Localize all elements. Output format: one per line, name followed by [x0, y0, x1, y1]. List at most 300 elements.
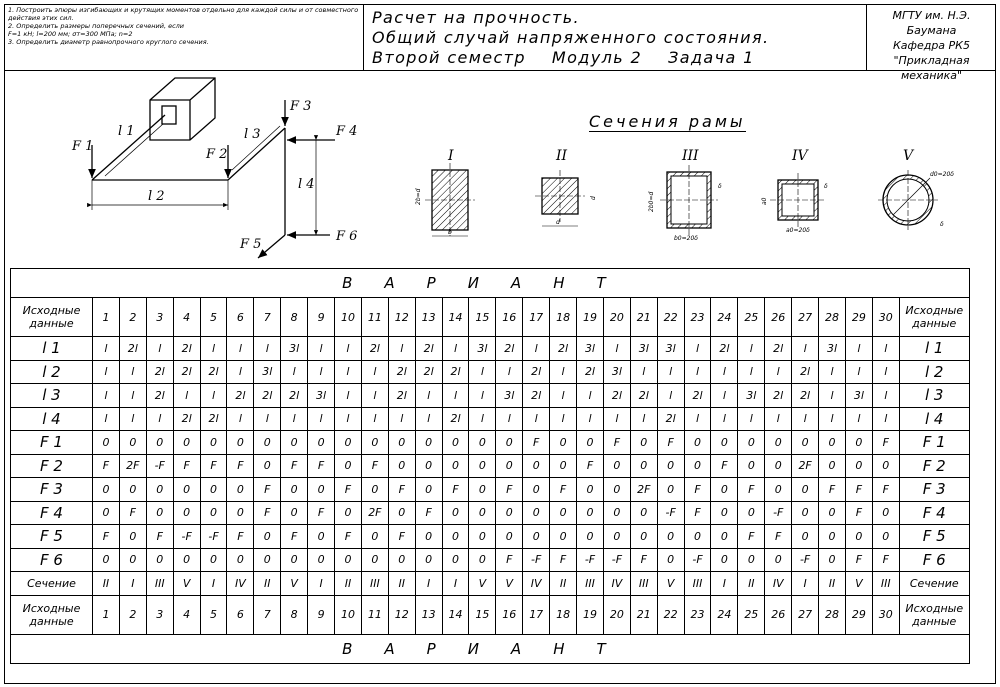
table-cell: 0 [281, 431, 308, 455]
variant-number: 19 [577, 595, 604, 634]
table-cell: 0 [200, 548, 227, 572]
table-cell: l [738, 407, 765, 431]
table-cell: F [361, 454, 388, 478]
table-row [11, 360, 970, 384]
table-cell: 0 [415, 525, 442, 549]
table-cell: 0 [442, 454, 469, 478]
table-cell: 2l [765, 384, 792, 408]
table-row [11, 548, 970, 572]
variant-number: 22 [657, 298, 684, 337]
table-cell: 0 [792, 431, 819, 455]
variant-number: 11 [361, 298, 388, 337]
table-cell: F [738, 478, 765, 502]
table-cell: F [845, 548, 872, 572]
table-cell: 0 [845, 454, 872, 478]
variant-number: 25 [738, 298, 765, 337]
variant-title-row-2 [11, 634, 970, 663]
section-cell: II [819, 572, 846, 596]
section-3-wall: δ [718, 183, 722, 190]
variant-number: 7 [254, 298, 281, 337]
table-cell: l [496, 407, 523, 431]
variant-number: 26 [765, 595, 792, 634]
table-cell: l [335, 360, 362, 384]
section-cell: II [738, 572, 765, 596]
table-cell: 2l [254, 384, 281, 408]
table-cell: 0 [765, 454, 792, 478]
variant-number: 21 [630, 298, 657, 337]
row-label-right: F 4 [899, 501, 969, 525]
table-cell: l [335, 337, 362, 361]
table-cell: 0 [415, 431, 442, 455]
table-cell: l [227, 407, 254, 431]
table-cell: 0 [227, 478, 254, 502]
table-cell: 2l [388, 360, 415, 384]
section-cell: III [146, 572, 173, 596]
table-cell: 0 [819, 431, 846, 455]
table-cell: 0 [361, 478, 388, 502]
table-cell: 0 [200, 478, 227, 502]
section-cell: II [388, 572, 415, 596]
table-cell: F [711, 454, 738, 478]
variant-number: 24 [711, 298, 738, 337]
table-cell: 0 [415, 478, 442, 502]
table-cell: 3l [496, 384, 523, 408]
org-line-2: Кафедра РК5 [893, 39, 970, 52]
section-4-dim-w: a0=20δ [786, 227, 810, 234]
table-cell: F [308, 501, 335, 525]
table-cell: 0 [227, 431, 254, 455]
section-1-dim-h: 2b=d [415, 188, 422, 205]
table-cell: F [93, 525, 120, 549]
section-cell: IV [523, 572, 550, 596]
table-cell: l [792, 337, 819, 361]
variant-number: 10 [335, 595, 362, 634]
table-cell: l [93, 360, 120, 384]
variant-number: 5 [200, 298, 227, 337]
row-label-right: l 2 [899, 360, 969, 384]
section-cell: III [361, 572, 388, 596]
table-cell: 0 [765, 478, 792, 502]
variant-number: 18 [550, 298, 577, 337]
table-cell: -F [684, 548, 711, 572]
table-cell: 0 [308, 525, 335, 549]
table-cell: 0 [523, 525, 550, 549]
table-cell: 2l [523, 384, 550, 408]
table-cell: F [819, 478, 846, 502]
table-cell: l [819, 407, 846, 431]
table-cell: 2l [361, 337, 388, 361]
note-2: 2. Определить размеры поперечных сечений, если [8, 22, 185, 30]
table-cell: 2l [173, 407, 200, 431]
variant-number: 29 [845, 298, 872, 337]
variant-number: 8 [281, 595, 308, 634]
table-cell: 0 [603, 454, 630, 478]
table-cell: 0 [711, 478, 738, 502]
table-cell: F [496, 478, 523, 502]
table-cell: F [146, 525, 173, 549]
section-cell: IV [603, 572, 630, 596]
table-cell: l [93, 407, 120, 431]
table-cell: 2l [415, 360, 442, 384]
table-cell: l [442, 384, 469, 408]
table-cell: l [93, 384, 120, 408]
section-cell: I [711, 572, 738, 596]
table-cell: F [872, 478, 899, 502]
row-label-left: l 1 [11, 337, 93, 361]
variant-number: 8 [281, 298, 308, 337]
variant-title: ВАРИАНТ [11, 269, 970, 298]
table-cell: 2l [603, 384, 630, 408]
table-cell: F [227, 525, 254, 549]
table-cell: 0 [442, 431, 469, 455]
table-cell: 0 [93, 548, 120, 572]
table-cell: F [845, 478, 872, 502]
table-cell: l [227, 337, 254, 361]
table-cell: F [845, 501, 872, 525]
variant-number: 12 [388, 595, 415, 634]
table-cell: F [684, 478, 711, 502]
table-cell: 0 [388, 454, 415, 478]
table-cell: 0 [93, 431, 120, 455]
table-cell: 0 [146, 478, 173, 502]
table-cell: F [872, 431, 899, 455]
table-cell: 0 [765, 548, 792, 572]
section-cell: IV [765, 572, 792, 596]
org-line-1: МГТУ им. Н.Э. Баумана [892, 9, 971, 37]
table-cell: 2l [442, 360, 469, 384]
table-cell: 0 [550, 431, 577, 455]
table-cell: l [872, 360, 899, 384]
table-cell: 0 [173, 548, 200, 572]
table-cell: 0 [415, 548, 442, 572]
variant-number: 19 [577, 298, 604, 337]
section-2 [535, 148, 597, 226]
table-cell: 2l [146, 360, 173, 384]
variant-number: 25 [738, 595, 765, 634]
row-label-left: F 1 [11, 431, 93, 455]
section-2-dim-w: d [556, 219, 560, 226]
section-cell: V [657, 572, 684, 596]
table-cell: 0 [388, 431, 415, 455]
section-5-roman: V [903, 148, 914, 164]
table-cell: 2l [765, 337, 792, 361]
variant-number: 3 [146, 298, 173, 337]
label-f3: F 3 [290, 99, 312, 114]
table-cell: 0 [523, 478, 550, 502]
table-cell: 2l [496, 337, 523, 361]
table-cell: l [361, 407, 388, 431]
row-label-right: F 2 [899, 454, 969, 478]
variant-number: 27 [792, 595, 819, 634]
table-cell: 0 [603, 525, 630, 549]
table-cell: 3l [308, 384, 335, 408]
variant-number: 30 [872, 298, 899, 337]
table-cell: 2l [415, 337, 442, 361]
table-row [11, 478, 970, 502]
table-cell: 0 [603, 501, 630, 525]
table-cell: 0 [335, 548, 362, 572]
table-row [11, 407, 970, 431]
table-cell: l [281, 407, 308, 431]
table-cell: l [711, 407, 738, 431]
section-label-left: Сечение [11, 572, 93, 596]
table-cell: l [388, 337, 415, 361]
table-cell: 0 [630, 454, 657, 478]
table-cell: -F [577, 548, 604, 572]
section-cell: I [442, 572, 469, 596]
table-cell: l [872, 407, 899, 431]
table-cell: l [630, 407, 657, 431]
table-cell: 0 [792, 478, 819, 502]
variant-number: 15 [469, 298, 496, 337]
table-cell: 2l [281, 384, 308, 408]
section-cell: I [200, 572, 227, 596]
table-cell: l [173, 384, 200, 408]
table-cell: 0 [361, 525, 388, 549]
table-cell: F [657, 431, 684, 455]
table-cell: 3l [603, 360, 630, 384]
table-cell: 2l [146, 384, 173, 408]
note-3: 3. Определить диаметр равнопрочного круглого сечения. [8, 38, 209, 46]
label-f5: F 5 [240, 237, 262, 252]
variant-number: 30 [872, 595, 899, 634]
table-cell: 0 [577, 501, 604, 525]
table-cell: 0 [738, 501, 765, 525]
table-cell: 0 [119, 548, 146, 572]
table-cell: 0 [496, 501, 523, 525]
variant-number: 29 [845, 595, 872, 634]
table-cell: 0 [442, 548, 469, 572]
table-cell: 2l [173, 360, 200, 384]
table-cell: l [119, 360, 146, 384]
label-l3: l 3 [244, 127, 261, 142]
table-cell: l [415, 384, 442, 408]
table-cell: 0 [523, 454, 550, 478]
table-cell: F [281, 454, 308, 478]
table-cell: F [173, 454, 200, 478]
table-cell: l [200, 384, 227, 408]
table-cell: 2l [657, 407, 684, 431]
table-cell: 0 [819, 548, 846, 572]
table-cell: 0 [173, 501, 200, 525]
table-cell: F [254, 478, 281, 502]
org-line-3: "Прикладная механика" [893, 54, 970, 82]
table-cell: l [872, 384, 899, 408]
row-header-right: Исходные данные [899, 595, 969, 634]
table-cell: l [469, 360, 496, 384]
table-cell: 2l [550, 337, 577, 361]
variant-number: 23 [684, 298, 711, 337]
table-cell: F [93, 454, 120, 478]
table-cell: F [738, 525, 765, 549]
table-cell: 2F [361, 501, 388, 525]
table-cell: 2F [119, 454, 146, 478]
row-header-right: Исходные данные [899, 298, 969, 337]
table-cell: 2l [119, 337, 146, 361]
table-cell: 0 [523, 501, 550, 525]
variant-number: 9 [308, 595, 335, 634]
section-4 [761, 148, 828, 234]
table-cell: l [254, 407, 281, 431]
variant-number: 7 [254, 595, 281, 634]
table-cell: 0 [227, 548, 254, 572]
table-cell: l [845, 360, 872, 384]
section-label-right: Сечение [899, 572, 969, 596]
table-cell: F [388, 525, 415, 549]
section-cell: I [119, 572, 146, 596]
table-cell: l [93, 337, 120, 361]
table-cell: 0 [469, 478, 496, 502]
table-cell: F [550, 548, 577, 572]
section-1 [415, 148, 475, 236]
section-cell: I [415, 572, 442, 596]
table-cell: F [550, 478, 577, 502]
variant-number: 12 [388, 298, 415, 337]
table-cell: 2l [173, 337, 200, 361]
table-cell: 0 [200, 431, 227, 455]
section-5-wall: δ [940, 221, 944, 228]
table-cell: 3l [254, 360, 281, 384]
table-cell: 0 [335, 431, 362, 455]
section-1-dim-w: b [448, 229, 452, 236]
variant-number: 9 [308, 298, 335, 337]
table-cell: 0 [684, 525, 711, 549]
table-cell: l [550, 384, 577, 408]
section-3-dim-h: 2b0=d [648, 191, 655, 212]
table-cell: -F [173, 525, 200, 549]
table-row [11, 384, 970, 408]
table-cell: 0 [819, 454, 846, 478]
table-cell: F [335, 525, 362, 549]
table-cell: 0 [254, 525, 281, 549]
section-cell: II [254, 572, 281, 596]
table-cell: 0 [308, 431, 335, 455]
table-cell: 0 [93, 478, 120, 502]
table-row [11, 525, 970, 549]
table-cell: 2l [630, 384, 657, 408]
label-f1: F 1 [72, 139, 94, 154]
table-cell: 0 [254, 431, 281, 455]
table-cell: 0 [469, 431, 496, 455]
variant-number: 26 [765, 298, 792, 337]
table-cell: 0 [845, 525, 872, 549]
table-cell: 0 [792, 525, 819, 549]
section-cell: II [550, 572, 577, 596]
table-cell: 0 [657, 525, 684, 549]
table-cell: F [523, 431, 550, 455]
table-cell: 0 [119, 431, 146, 455]
table-cell: F [388, 478, 415, 502]
table-cell: l [227, 360, 254, 384]
section-cell: III [577, 572, 604, 596]
table-cell: 0 [819, 525, 846, 549]
table-cell: l [388, 407, 415, 431]
table-cell: F [119, 501, 146, 525]
table-cell: l [523, 337, 550, 361]
table-cell: F [684, 501, 711, 525]
table-cell: 2l [523, 360, 550, 384]
table-cell: l [845, 337, 872, 361]
table-cell: l [684, 407, 711, 431]
table-cell: 2l [442, 407, 469, 431]
table-cell: l [711, 384, 738, 408]
row-label-left: F 2 [11, 454, 93, 478]
section-5 [878, 148, 954, 230]
table-row [11, 501, 970, 525]
label-f4: F 4 [336, 124, 358, 139]
table-cell: 0 [845, 431, 872, 455]
row-label-right: F 5 [899, 525, 969, 549]
table-cell: l [603, 407, 630, 431]
table-cell: 0 [496, 525, 523, 549]
table-cell: l [684, 360, 711, 384]
variant-number: 17 [523, 595, 550, 634]
variant-number: 6 [227, 298, 254, 337]
title-line-1: Расчет на прочность. [372, 8, 581, 27]
table-cell: F [630, 548, 657, 572]
table-cell: 0 [281, 548, 308, 572]
table-cell: l [335, 384, 362, 408]
variant-number-row-1 [11, 298, 970, 337]
variant-number: 1 [93, 298, 120, 337]
section-cell: I [308, 572, 335, 596]
section-4-wall: δ [824, 183, 828, 190]
title-line-2: Общий случай напряженного состояния. [372, 28, 770, 47]
table-cell: 0 [711, 548, 738, 572]
table-cell: 0 [335, 454, 362, 478]
section-cell: II [335, 572, 362, 596]
table-cell: 0 [146, 431, 173, 455]
table-cell: 0 [308, 548, 335, 572]
table-cell: F [308, 454, 335, 478]
table-cell: l [630, 360, 657, 384]
table-cell: l [550, 407, 577, 431]
label-f6: F 6 [336, 229, 358, 244]
table-cell: l [792, 407, 819, 431]
row-label-right: l 3 [899, 384, 969, 408]
table-cell: l [845, 407, 872, 431]
variant-number: 4 [173, 595, 200, 634]
variant-number: 16 [496, 595, 523, 634]
variant-number: 2 [119, 595, 146, 634]
section-cell: V [173, 572, 200, 596]
table-cell: 2l [200, 407, 227, 431]
variant-number: 17 [523, 298, 550, 337]
variant-number: 21 [630, 595, 657, 634]
table-cell: 0 [684, 454, 711, 478]
table-cell: l [281, 360, 308, 384]
section-cell: III [630, 572, 657, 596]
section-cell: V [845, 572, 872, 596]
table-cell: F [281, 525, 308, 549]
table-cell: 0 [603, 478, 630, 502]
table-cell: 0 [792, 501, 819, 525]
table-cell: 0 [146, 548, 173, 572]
note-given: F=1 кН; l=200 мм; σт=300 МПа; n=2 [8, 30, 133, 38]
variant-number: 13 [415, 595, 442, 634]
table-cell: 2l [227, 384, 254, 408]
table-row [11, 431, 970, 455]
table-cell: 3l [738, 384, 765, 408]
table-cell: F [765, 525, 792, 549]
table-cell: -F [200, 525, 227, 549]
table-row [11, 454, 970, 478]
row-label-right: F 1 [899, 431, 969, 455]
variant-number: 14 [442, 298, 469, 337]
row-label-right: l 4 [899, 407, 969, 431]
table-cell: 3l [469, 337, 496, 361]
table-cell: -F [657, 501, 684, 525]
